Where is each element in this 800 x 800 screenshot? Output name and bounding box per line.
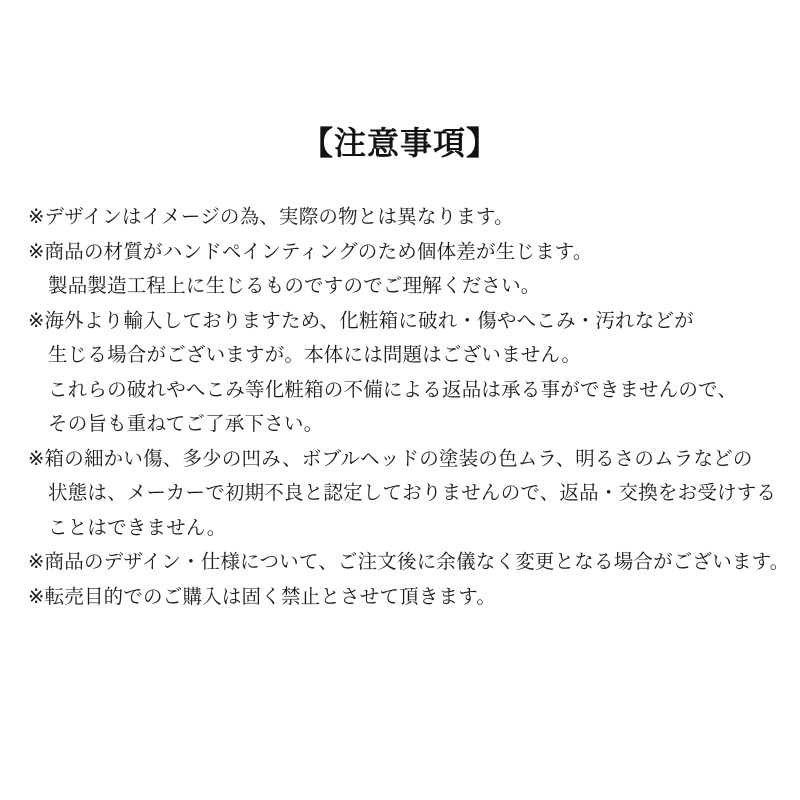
notice-text-block	[28, 200, 790, 614]
notice-line: ※商品のデザイン・仕様について、ご注文後に余儀なく変更となる場合がございます。	[28, 551, 790, 573]
notice-line: その旨も重ねてご了承下さい。	[48, 413, 324, 435]
notice-line: ※商品の材質がハンドペインティングのため個体差が生じます。	[28, 240, 593, 263]
notice-line: ※箱の細かい傷、多少の凹み、ボブルヘッドの塗装の色ムラ、明るさのムラなどの	[28, 447, 753, 470]
notice-line: ※デザインはイメージの為、実際の物とは異なります。	[28, 206, 514, 228]
page-title: 【注意事項】	[300, 125, 499, 161]
notice-line: ※転売目的でのご購入は固く禁止とさせて頂きます。	[28, 585, 497, 608]
notice-line: 状態は、メーカーで初期不良と認定しておりませんので、返品・交換をお受けする	[48, 482, 777, 504]
notice-line: 生じる場合がございますが。本体には問題はございません。	[48, 344, 582, 366]
notice-line: 製品製造工程上に生じるものですのでご理解ください。	[48, 275, 541, 297]
notice-line: ことはできません。	[48, 516, 227, 539]
notice-line: これらの破れやへこみ等化粧箱の不備による返品は承る事ができませんので、	[48, 378, 738, 401]
notice-line: ※海外より輸入しておりますため、化粧箱に破れ・傷やへこみ・汚れなどが	[28, 309, 694, 332]
